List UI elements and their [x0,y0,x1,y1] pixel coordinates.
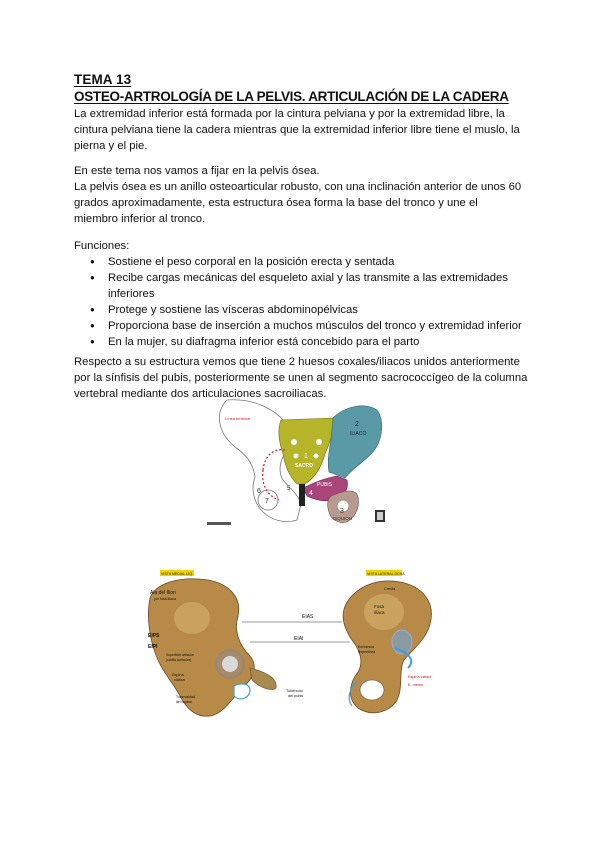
superficie-sub: (carilla auricular) [166,658,192,662]
list-item: ● Protege y sostiene las vísceras abdominopélvicas [108,302,534,318]
num-6: 6 [257,488,261,495]
coxal-bones-figure [146,568,450,718]
eipi-label: EIPI [148,644,158,650]
menor-label: E. menor [408,683,424,687]
right-tag: VISTA LATERAL DCHA. [367,572,406,576]
paragraph-structure: Respecto a su estructura vemos que tiene 2 huesos coxales/iliacos unidos anteriormente por la sínfisis del pubis, posteriormente se unen al segmento sacrococcígeo de la columna vertebral mediante dos articulaciones sacroiliacas. [74,356,528,400]
sacro-num: 1 [304,453,308,460]
espina-sub: ciática [174,678,185,682]
list-item: ● Proporciona base de inserción a muchos músculos del tronco y extremidad inferior [108,318,534,334]
tuberosidad-sub: del isquion [176,700,193,704]
eips-label: EIPS [148,633,160,639]
iliaco-num: 2 [355,421,359,428]
ala-ilion-label: Ala del Ilion [150,590,176,596]
left-tag: VISTA MEDIAL IZQ. [161,572,194,576]
espina-ciatica-label: Espina ciática [408,675,432,679]
page-title: TEMA 13 [74,72,132,87]
paragraph-pelvis: En este tema nos vamos a fijar en la pelvis ósea. [74,165,320,177]
cresta-label: Cresta [384,587,396,591]
isquion-num: 3 [340,508,344,515]
tuberculo-label: Tubérculo [286,689,303,693]
eminencia-sub: iliopectínea [358,650,376,654]
left-label: Línea terminal [225,416,251,421]
list-item: ● En la mujer, su diafragma inferior está concebido para el parto [108,334,534,350]
pelvis-diagram [205,392,390,528]
list-item: ● Recibe cargas mecánicas del esqueleto axial y las transmite a las extremidades inferiores [108,270,534,302]
paragraph-pelvis-description: La pelvis ósea es un anillo osteoarticular robusto, con una inclinación anterior de unos 60 grados aproximadamente, esta estructura ósea forma la base del tronco y une el miembro inferior al tronco. [74,181,522,225]
funciones-list [74,254,534,350]
iliaco-label: ILIACO [350,431,367,437]
tuberculo-sub: del pubis [288,694,304,698]
iliaco-shape [328,406,382,478]
fosa-sub: ilíaca [374,610,385,615]
pubis-label: PUBIS [317,482,333,488]
isquion-label: ISQUION [333,516,353,521]
num-5: 5 [287,486,291,492]
funciones-label: Funciones: [74,240,130,252]
espina-label: Espina [172,673,184,677]
list-item: ● Sostiene el peso corporal en la posición erecta y sentada [108,254,534,270]
sacro-shape [279,418,334,484]
paragraph-intro: La extremidad inferior está formada por la cintura pelviana y por la extremidad libre, la cintura pelviana tiene la cadera mientras que la extremidad inferior libre tiene el muslo, la pierna y el pie. [74,108,520,152]
sacro-label: SACRO [295,463,314,469]
pubis-num: 4 [309,490,313,497]
superficie-label: Superficie articular [166,653,195,657]
tuberosidad-label: Tuberosidad [176,695,195,699]
fosa-label: Fosa [374,604,385,609]
eias-label: EIAS [302,614,314,620]
eiai-label: EIAI [294,636,304,642]
num-7: 7 [265,498,269,505]
eminencia-label: Eminencia [358,645,374,649]
page-subtitle: OSTEO-ARTROLOGÍA DE LA PELVIS. ARTICULACIÓN DE LA CADERA [74,89,509,104]
ala-ilion-sub: por fosa ilíaca [154,597,176,601]
